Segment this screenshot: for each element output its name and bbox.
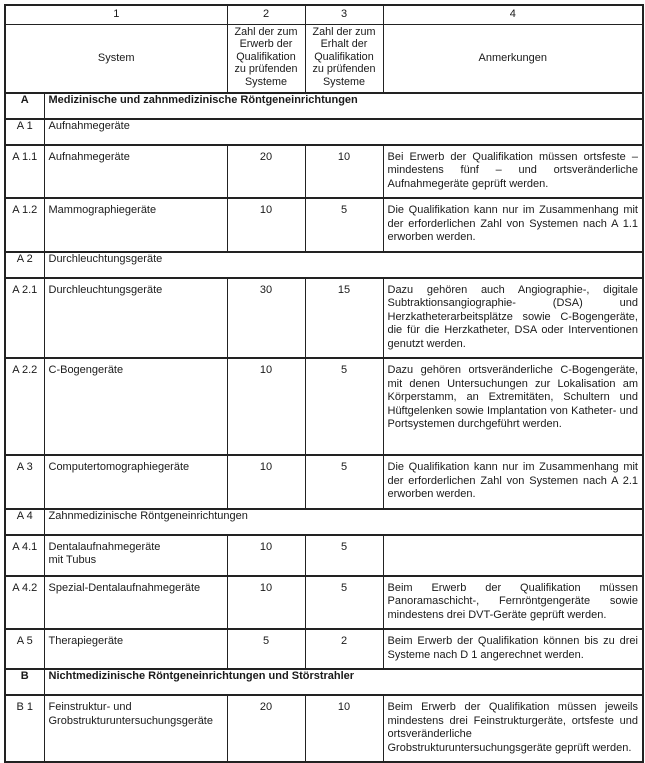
row-name: Mammographiegeräte (44, 198, 227, 252)
row-erhalt: 5 (305, 198, 383, 252)
row-name: Computertomographiegeräte (44, 455, 227, 509)
row-code: A 2.2 (5, 358, 44, 455)
row-erhalt: 5 (305, 535, 383, 576)
column-number-4: 4 (383, 5, 643, 25)
row-code: A 4.1 (5, 535, 44, 576)
table-row (5, 576, 643, 630)
row-code: A 1.2 (5, 198, 44, 252)
table-row (5, 695, 643, 762)
row-note (383, 535, 643, 576)
row-name: Aufnahmegeräte (44, 145, 227, 199)
row-name: Aufnahmegeräte (44, 119, 643, 145)
row-erwerb: 10 (227, 358, 305, 455)
row-name: Feinstruktur- und Grobstrukturuntersuchungsgeräte (44, 695, 227, 762)
row-code: A 1 (5, 119, 44, 145)
column-header-row (5, 25, 643, 93)
row-erwerb: 10 (227, 455, 305, 509)
qualification-table (4, 4, 644, 763)
header-erhalt: Zahl der zum Erhalt der Qualifikation zu prüfenden Systeme (305, 25, 383, 93)
table-row (5, 535, 643, 576)
header-system: System (5, 25, 227, 93)
row-erhalt: 10 (305, 145, 383, 199)
row-code: A 1.1 (5, 145, 44, 199)
row-note: Die Qualifikation kann nur im Zusammenhang mit der erforderlichen Zahl von Systemen nach A 2.1 erworben werden. (383, 455, 643, 509)
table-row (5, 198, 643, 252)
row-code: A 3 (5, 455, 44, 509)
row-note: Bei Erwerb der Qualifikation müssen ortsfeste – mindestens fünf – und ortsveränderliche Aufnahmegeräte geprüft werden. (383, 145, 643, 199)
row-name: Therapiegeräte (44, 629, 227, 669)
row-erwerb: 5 (227, 629, 305, 669)
row-erwerb: 20 (227, 695, 305, 762)
row-code: A 2 (5, 252, 44, 278)
row-code: A 4.2 (5, 576, 44, 630)
row-erhalt: 5 (305, 455, 383, 509)
column-number-row (5, 5, 643, 25)
row-erhalt: 5 (305, 576, 383, 630)
row-code: A 2.1 (5, 278, 44, 359)
table-row (5, 629, 643, 669)
column-number-3: 3 (305, 5, 383, 25)
row-name: Spezial-Dentalaufnahmegeräte (44, 576, 227, 630)
row-erwerb: 10 (227, 198, 305, 252)
table-row (5, 278, 643, 359)
row-name: Dentalaufnahmegeräte mit Tubus (44, 535, 227, 576)
section-row (5, 669, 643, 695)
row-name: Medizinische und zahnmedizinische Röntgeneinrichtungen (44, 93, 643, 119)
row-code: A (5, 93, 44, 119)
row-name: Durchleuchtungsgeräte (44, 278, 227, 359)
row-erwerb: 10 (227, 535, 305, 576)
table-row (5, 455, 643, 509)
row-erwerb: 20 (227, 145, 305, 199)
section-row (5, 93, 643, 119)
row-note: Beim Erwerb der Qualifikation müssen Panoramaschicht-, Fernröntgengeräte sowie mindestens drei DVT-Geräte geprüft werden. (383, 576, 643, 630)
row-note: Die Qualifikation kann nur im Zusammenhang mit der erforderlichen Zahl von Systemen nach A 1.1 erworben werden. (383, 198, 643, 252)
row-note: Dazu gehören ortsveränderliche C-Bogengeräte, mit denen Untersuchungen zur Lokalisation am Körperstamm, an Extremitäten, Schultern und Hüftgelenken sowie Implantation von Katheter- und Portsystemen durchgeführt werden. (383, 358, 643, 455)
table-row (5, 358, 643, 455)
header-erwerb: Zahl der zum Erwerb der Qualifikation zu prüfenden Systeme (227, 25, 305, 93)
row-erhalt: 10 (305, 695, 383, 762)
row-code: B (5, 669, 44, 695)
row-erhalt: 15 (305, 278, 383, 359)
row-erwerb: 10 (227, 576, 305, 630)
row-code: B 1 (5, 695, 44, 762)
row-erwerb: 30 (227, 278, 305, 359)
row-name: C-Bogengeräte (44, 358, 227, 455)
column-number-2: 2 (227, 5, 305, 25)
header-anmerkungen: Anmerkungen (383, 25, 643, 93)
group-row (5, 509, 643, 535)
row-erhalt: 5 (305, 358, 383, 455)
row-note: Dazu gehören auch Angiographie-, digitale Subtraktionsangiographie- (DSA) und Herzkatheterarbeitsplätze sowie C-Bogengeräte, die für die Herzkatheter, DSA oder Interventionen genutzt werden. (383, 278, 643, 359)
column-number-1: 1 (5, 5, 227, 25)
row-erhalt: 2 (305, 629, 383, 669)
row-code: A 4 (5, 509, 44, 535)
group-row (5, 119, 643, 145)
row-name: Durchleuchtungsgeräte (44, 252, 643, 278)
row-note: Beim Erwerb der Qualifikation können bis zu drei Systeme nach D 1 angerechnet werden. (383, 629, 643, 669)
row-note: Beim Erwerb der Qualifikation müssen jeweils mindestens drei Feinstrukturgeräte, ortsfeste und ortsveränderliche Grobstrukturuntersuchungsgeräte geprüft werden. (383, 695, 643, 762)
group-row (5, 252, 643, 278)
table-row (5, 145, 643, 199)
row-name: Nichtmedizinische Röntgeneinrichtungen und Störstrahler (44, 669, 643, 695)
row-code: A 5 (5, 629, 44, 669)
row-name: Zahnmedizinische Röntgeneinrichtungen (44, 509, 643, 535)
